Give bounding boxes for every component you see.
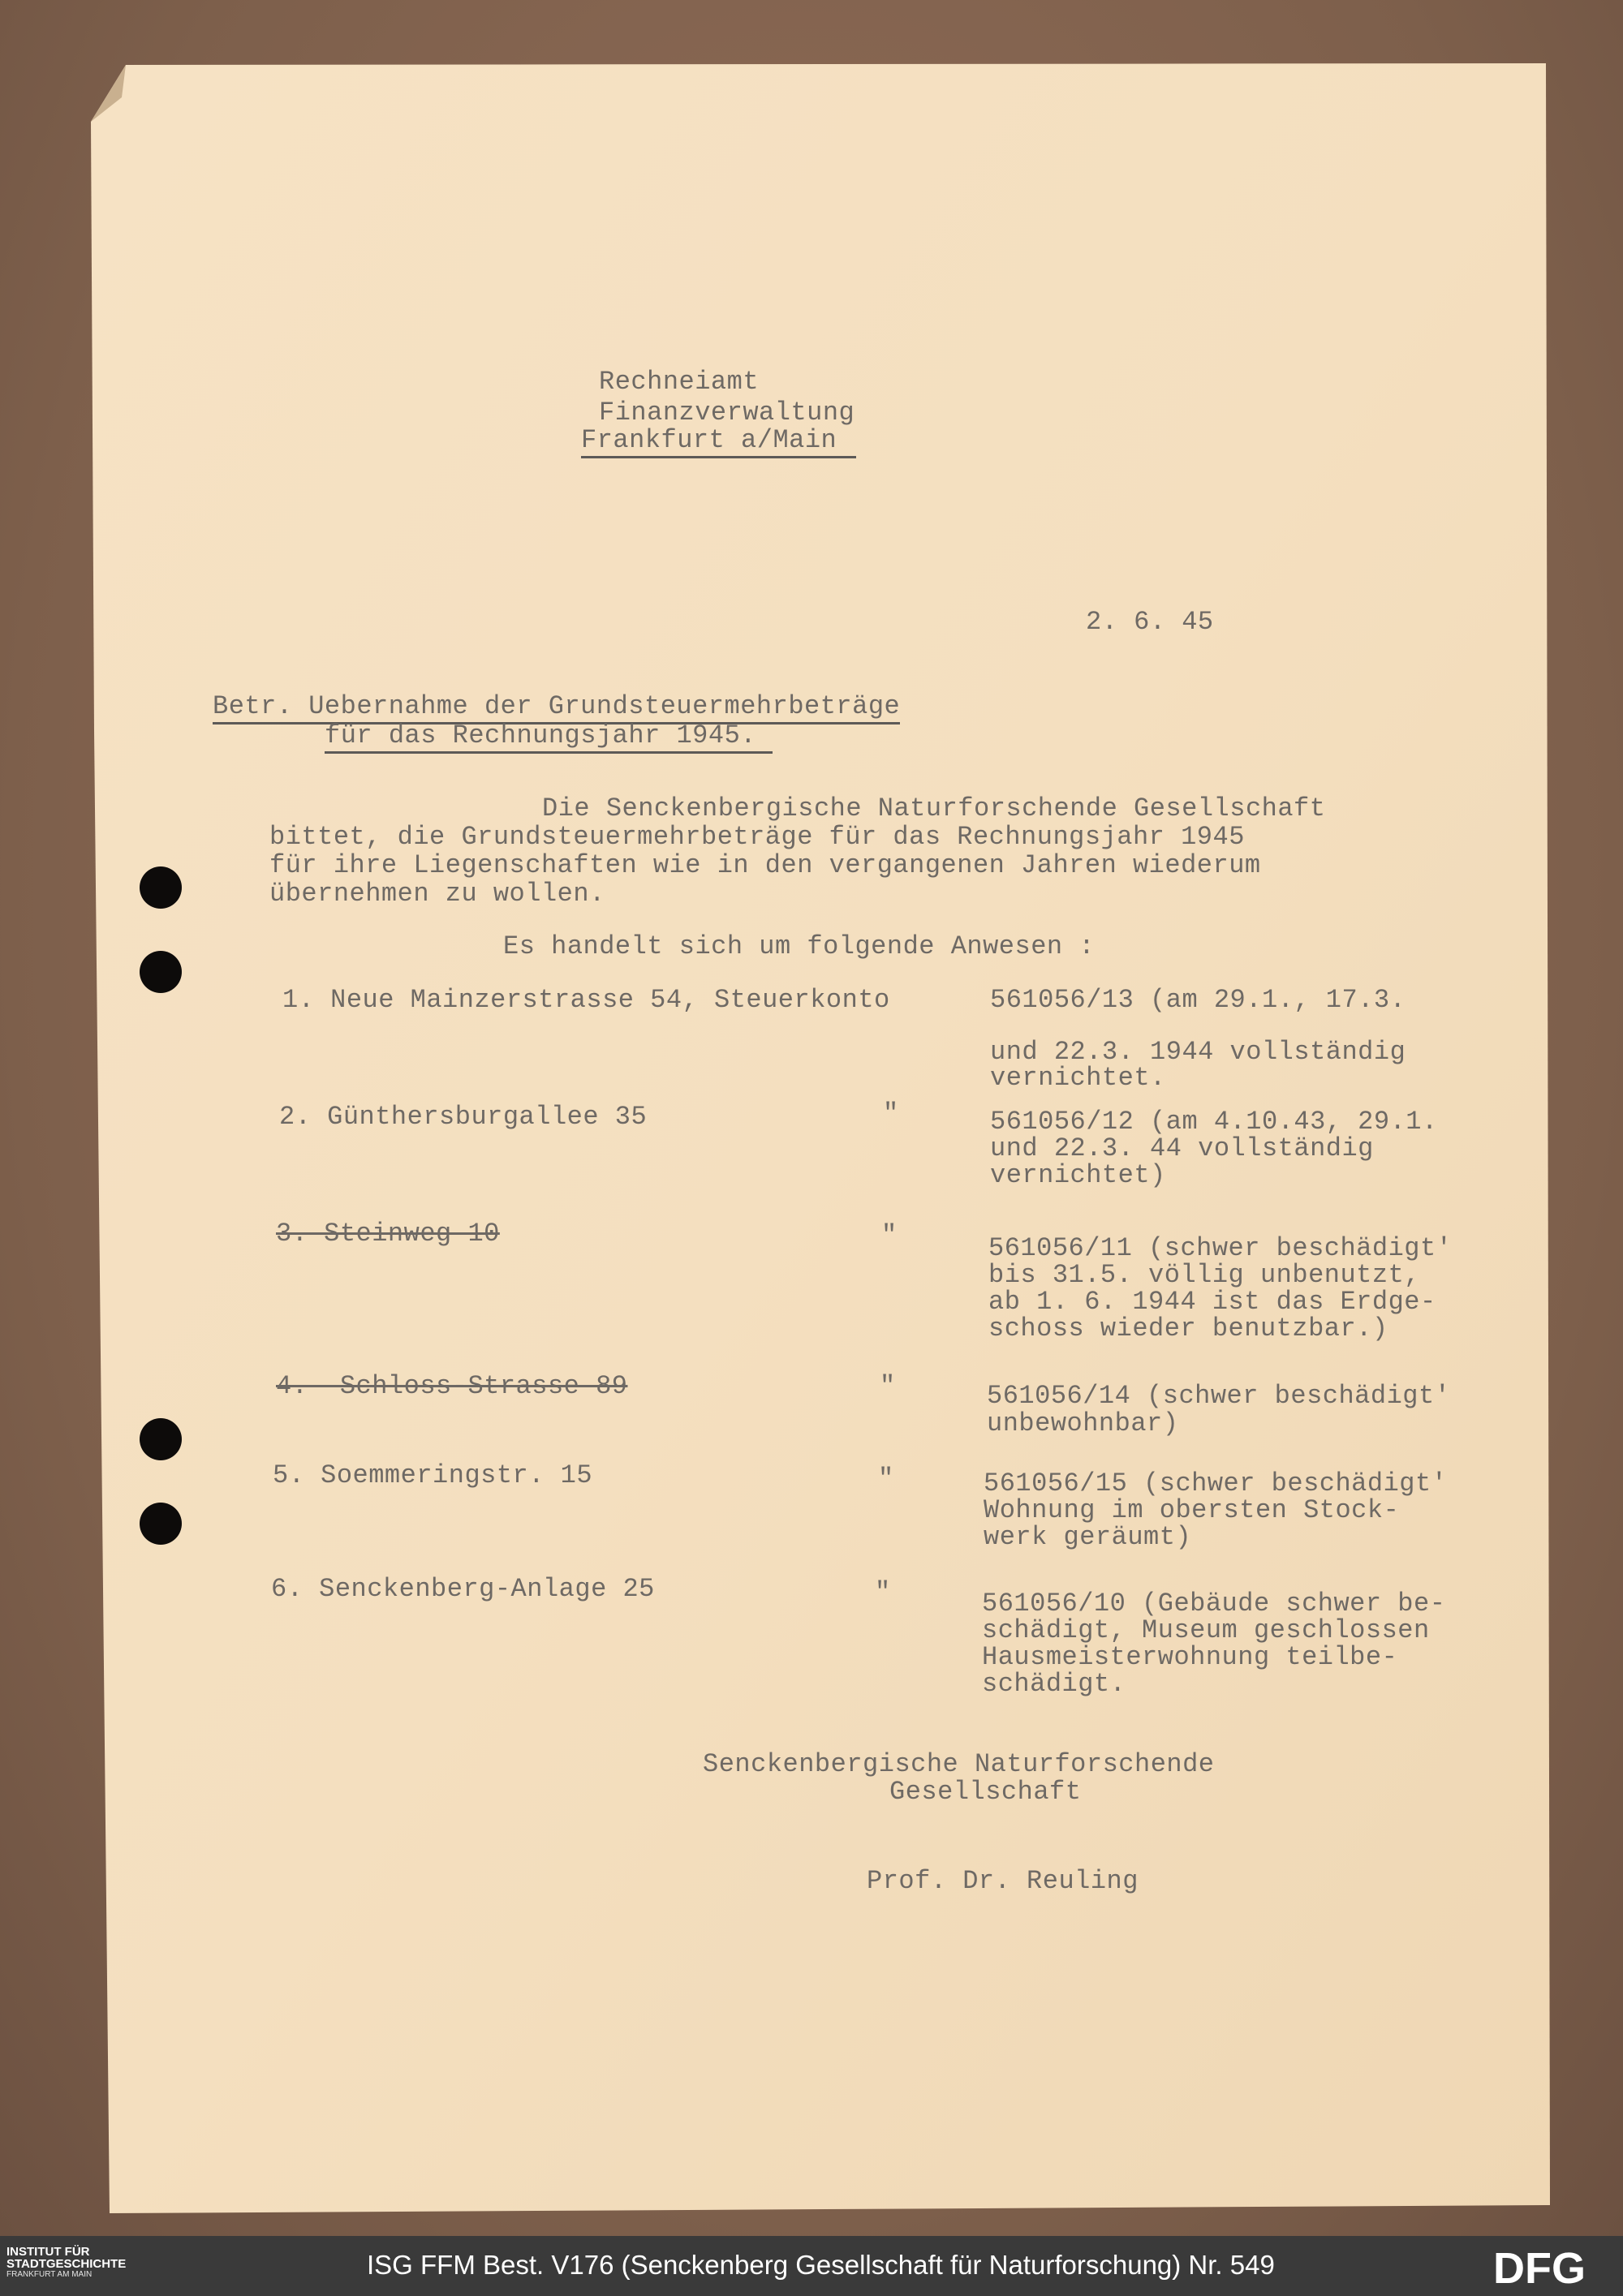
- ditto-mark: ": [880, 1371, 896, 1401]
- recipient-line: Finanzverwaltung: [599, 398, 855, 428]
- body-line: für ihre Liegenschaften wie in den vergangenen Jahren wiederum: [269, 850, 1261, 880]
- punch-hole: [140, 1503, 182, 1545]
- property-note-line: 561056/13 (am 29.1., 17.3.: [990, 985, 1406, 1015]
- property-address: 6. Senckenberg-Anlage 25: [271, 1574, 655, 1604]
- property-note-line: schädigt.: [982, 1669, 1126, 1699]
- institute-logo-subtitle: FRANKFURT AM MAIN: [6, 2270, 93, 2279]
- ditto-mark: ": [881, 1220, 898, 1250]
- punch-hole: [140, 866, 182, 909]
- property-address: 5. Soemmeringstr. 15: [273, 1460, 593, 1490]
- property-note-line: Wohnung im obersten Stock-: [984, 1495, 1400, 1525]
- ditto-mark: ": [878, 1464, 894, 1494]
- body-line: bittet, die Grundsteuermehrbeträge für das Rechnungsjahr 1945: [269, 822, 1245, 852]
- property-note-line: werk geräumt): [984, 1522, 1192, 1552]
- property-address: 1. Neue Mainzerstrasse 54, Steuerkonto: [282, 985, 890, 1015]
- archive-caption: ISG FFM Best. V176 (Senckenberg Gesellschaft für Naturforschung) Nr. 549: [367, 2250, 1275, 2280]
- signature-organization: Gesellschaft: [889, 1777, 1082, 1807]
- property-address: 3. Steinweg 10: [276, 1219, 500, 1249]
- property-note-line: bis 31.5. völlig unbenutzt,: [988, 1260, 1420, 1290]
- punch-hole: [140, 1418, 182, 1460]
- letter-date: 2. 6. 45: [1086, 607, 1214, 637]
- punch-hole: [140, 951, 182, 993]
- archive-footer-bar: [0, 2236, 1623, 2296]
- property-note-line: 561056/12 (am 4.10.43, 29.1.: [990, 1107, 1438, 1137]
- signature-name: Prof. Dr. Reuling: [867, 1866, 1139, 1896]
- property-note-line: unbewohnbar): [987, 1408, 1179, 1438]
- property-note-line: 561056/10 (Gebäude schwer be-: [982, 1589, 1446, 1619]
- property-note-line: vernichtet.: [990, 1063, 1166, 1093]
- signature-organization: Senckenbergische Naturforschende: [703, 1749, 1215, 1779]
- body-line: übernehmen zu wollen.: [269, 879, 605, 909]
- recipient-line: Frankfurt a/Main: [581, 425, 856, 458]
- property-note-line: 561056/11 (schwer beschädigt': [988, 1233, 1453, 1263]
- property-note-line: Hausmeisterwohnung teilbe-: [982, 1642, 1398, 1672]
- institute-logo: INSTITUT FÜR STADTGESCHICHTE: [6, 2245, 127, 2271]
- property-note-line: 561056/15 (schwer beschädigt': [984, 1468, 1448, 1498]
- property-note-line: vernichtet): [990, 1160, 1166, 1190]
- ditto-mark: ": [875, 1577, 891, 1607]
- property-note-line: 561056/14 (schwer beschädigt': [987, 1381, 1451, 1411]
- subject-line: für das Rechnungsjahr 1945.: [325, 720, 773, 754]
- property-note-line: und 22.3. 44 vollständig: [990, 1133, 1374, 1163]
- recipient-line: Rechneiamt: [599, 367, 760, 397]
- intro-line: Es handelt sich um folgende Anwesen :: [503, 931, 1096, 961]
- ditto-mark: ": [883, 1099, 899, 1129]
- property-address: 4. Schloss-Strasse 89: [276, 1371, 628, 1401]
- property-note-line: und 22.3. 1944 vollständig: [990, 1037, 1406, 1067]
- property-note-line: schoss wieder benutzbar.): [988, 1314, 1388, 1344]
- dfg-logo: [1490, 2242, 1613, 2291]
- body-line: Die Senckenbergische Naturforschende Gesellschaft: [542, 793, 1326, 823]
- property-address: 2. Günthersburgallee 35: [279, 1102, 648, 1132]
- subject-line: Betr. Uebernahme der Grundsteuermehrbeträge: [213, 691, 900, 724]
- property-note-line: schädigt, Museum geschlossen: [982, 1615, 1430, 1645]
- property-note-line: ab 1. 6. 1944 ist das Erdge-: [988, 1287, 1436, 1317]
- svg-text:DFG: DFG: [1493, 2244, 1586, 2291]
